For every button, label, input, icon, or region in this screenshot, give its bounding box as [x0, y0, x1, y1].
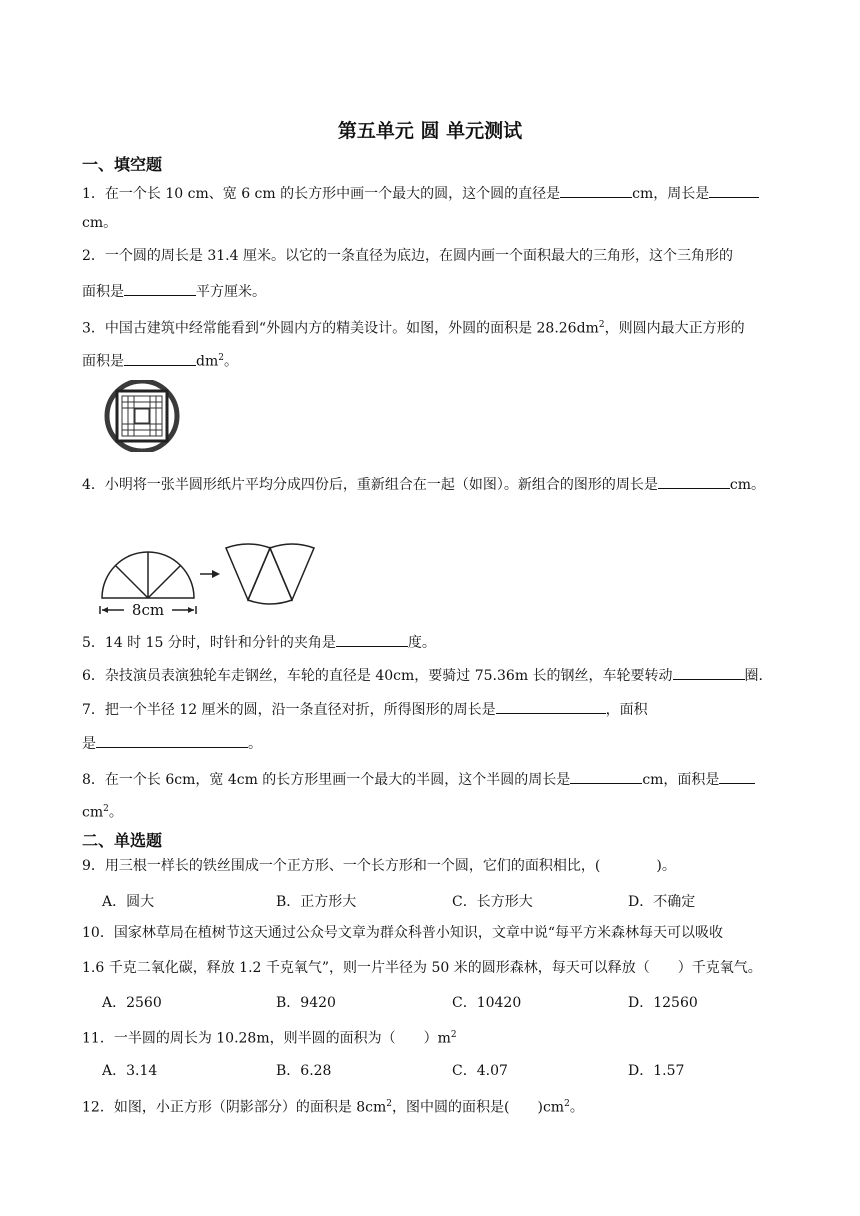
question-5 [82, 632, 436, 653]
question-3 [82, 315, 745, 339]
question-7 [82, 699, 648, 720]
q4-text-b: cm。 [729, 477, 766, 493]
q1-text-b: cm，周长是 [632, 186, 710, 202]
superscript: 2 [598, 320, 605, 330]
q12-text-c: 。 [569, 1099, 584, 1116]
question-9 [82, 856, 676, 876]
page-title: 第五单元 圆 单元测试 [337, 120, 523, 142]
lattice-window-figure [102, 380, 182, 452]
q11-text: 11．一半圆的周长为 10.28m，则半圆的面积为（ ）m [82, 1030, 451, 1047]
q7-text-c: 是 [82, 736, 96, 752]
answer-blank[interactable] [96, 733, 248, 748]
q1-text: 1．在一个长 10 cm、宽 6 cm 的长方形中画一个最大的圆，这个圆的直径是 [82, 186, 561, 202]
superscript: 2 [564, 1099, 570, 1109]
q8-text-b: cm，面积是 [642, 772, 720, 788]
q9-option-b[interactable]: B．正方形大 [276, 894, 357, 910]
figure-label: 8cm [131, 601, 165, 619]
superscript: 2 [218, 353, 224, 363]
q3-text-c2: 。 [223, 353, 238, 370]
q6-text: 6．杂技演员表演独轮车走钢丝，车轮的直径是 40cm，要骑过 75.36m 长的钢丝，车轮要转动 [82, 668, 673, 684]
answer-blank[interactable] [709, 183, 759, 198]
q10-option-b[interactable]: B．9420 [276, 995, 336, 1011]
q7-text-d: 。 [248, 736, 262, 752]
question-1-cont: cm。 [82, 215, 118, 231]
answer-blank[interactable] [124, 281, 196, 296]
q9-option-a[interactable]: A．圆大 [102, 894, 155, 910]
q12-text: 12．如图，小正方形（阴影部分）的面积是 8cm [82, 1099, 387, 1116]
question-10: 10．国家林草局在植树节这天通过公众号文章为群众科普小知识，文章中说“每平方米森林每天可以吸收 [82, 925, 723, 941]
question-4 [82, 474, 765, 495]
question-12 [82, 1094, 584, 1118]
answer-blank[interactable] [673, 665, 745, 680]
q6-text-b: 圈. [744, 668, 763, 684]
q5-text-b: 度。 [407, 635, 436, 651]
q9-text: 9．用三根一样长的铁丝围成一个正方形、一个长方形和一个圆，它们的面积相比，( [82, 858, 601, 874]
q3-text-b: 面积是 [82, 353, 124, 370]
answer-blank[interactable] [496, 699, 606, 714]
q7-text-b: ，面积 [605, 702, 648, 718]
q12-text-b: ，图中圆的面积是( )cm [392, 1099, 565, 1116]
question-8 [82, 769, 755, 790]
question-10-cont: 1.6 千克二氧化碳，释放 1.2 千克氧气”，则一片半径为 50 米的圆形森林，每天可以释放（ ）千克氧气。 [82, 960, 762, 976]
question-3-cont [82, 348, 238, 372]
q11-option-d[interactable]: D．1.57 [628, 1063, 685, 1079]
q10-option-c[interactable]: C．10420 [452, 995, 522, 1011]
superscript: 2 [103, 804, 109, 814]
q9-option-d[interactable]: D．不确定 [628, 894, 696, 910]
section-choice-heading: 二、单选题 [82, 831, 163, 850]
q2-text-c: 平方厘米。 [196, 284, 266, 300]
q9-option-c[interactable]: C．长方形大 [452, 894, 533, 910]
answer-blank[interactable] [124, 351, 196, 366]
q8-text-c2: 。 [108, 804, 123, 821]
q10-option-d[interactable]: D．12560 [628, 995, 698, 1011]
q10-option-a[interactable]: A．2560 [102, 995, 162, 1011]
answer-blank[interactable] [719, 769, 755, 784]
answer-blank[interactable] [336, 632, 408, 647]
q5-text: 5．14 时 15 分时，时针和分针的夹角是 [82, 635, 336, 651]
q3-text-c: dm [196, 353, 219, 370]
q2-text-b: 面积是 [82, 284, 124, 300]
q9-text-b: )。 [656, 858, 676, 874]
q4-text: 4．小明将一张半圆形纸片平均分成四份后，重新组合在一起（如图）。新组合的图形的周长是 [82, 477, 658, 493]
question-7-cont [82, 733, 262, 754]
question-6 [82, 665, 763, 686]
q11-option-a[interactable]: A．3.14 [102, 1063, 158, 1079]
question-2-cont [82, 281, 266, 302]
answer-blank[interactable] [658, 474, 730, 489]
question-2: 2．一个圆的周长是 31.4 厘米。以它的一条直径为底边，在圆内画一个面积最大的三角形，这个三角形的 [82, 248, 733, 264]
question-11 [82, 1025, 457, 1049]
q11-option-c[interactable]: C．4.07 [452, 1063, 508, 1079]
answer-blank[interactable] [570, 769, 642, 784]
superscript: 2 [450, 1030, 457, 1040]
q8-text: 8．在一个长 6cm，宽 4cm 的长方形里画一个最大的半圆，这个半圆的周长是 [82, 772, 571, 788]
q8-text-c: cm [82, 804, 104, 821]
question-8-cont [82, 799, 123, 823]
answer-blank[interactable] [560, 183, 632, 198]
q11-option-b[interactable]: B．6.28 [276, 1063, 332, 1079]
question-1 [82, 183, 759, 204]
q3-text: 3．中国古建筑中经常能看到“外圆内方的精美设计。如图，外圆的面积是 28.26dm [82, 320, 599, 337]
q3-text-2: ，则圆内最大正方形的 [604, 320, 745, 337]
semicircle-rearrange-figure [96, 518, 316, 622]
q7-text: 7．把一个半径 12 厘米的圆，沿一条直径对折，所得图形的周长是 [82, 702, 496, 718]
section-fill-heading: 一、填空题 [82, 155, 163, 174]
superscript: 2 [386, 1099, 393, 1109]
